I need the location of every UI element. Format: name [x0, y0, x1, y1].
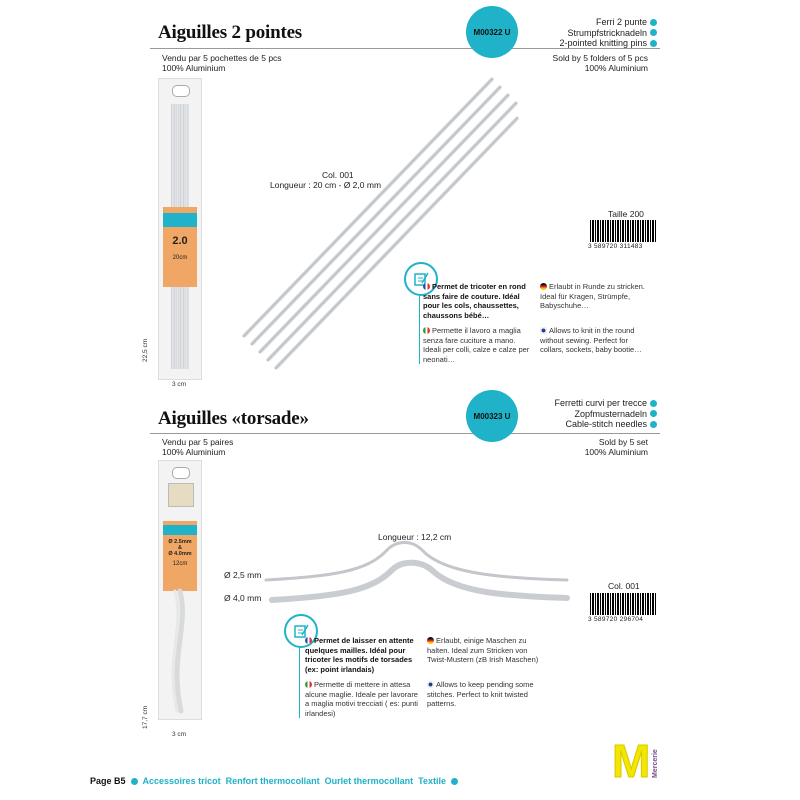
flag-uk-icon — [540, 327, 547, 334]
package-height-dim: 17,7 cm — [142, 705, 149, 729]
lang-name-en: Cable-stitch needles — [554, 419, 657, 430]
package-height-dim: 22,5 cm — [142, 338, 149, 362]
lang-name-it: Ferretti curvi per trecce — [554, 398, 657, 409]
section2-title: Aiguilles «torsade» — [158, 408, 309, 429]
brand-logo-letter: M — [612, 735, 651, 787]
section2-desc-fr: Permet de laisser en attente quelques mailles. Idéal pour tricoter les motifs de torsades (ex: point irlandais) — [305, 636, 414, 674]
hang-hole — [172, 467, 190, 479]
hang-hole — [172, 85, 190, 97]
section2-diameter-1: Ø 2,5 mm — [224, 570, 262, 580]
section1-length: Longueur : 20 cm - Ø 2,0 mm — [270, 180, 382, 190]
section1-desc-de: Erlaubt in Runde zu stricken. Ideal für Kragen, Strümpfe, Babyschuhe… — [540, 282, 645, 310]
section2-rule — [150, 433, 660, 434]
footer-link-accessoires[interactable]: Accessoires tricot — [142, 776, 221, 786]
package-size: 2.0 — [172, 235, 188, 247]
footer-link-textile[interactable]: Textile — [418, 776, 446, 786]
section2-lang-names — [554, 398, 657, 430]
package-width-dim: 3 cm — [172, 731, 187, 738]
footer-dot — [451, 778, 458, 785]
package-length: 12cm — [172, 561, 188, 567]
section2-desc-de: Erlaubt, einige Maschen zu halten. Ideal zum Stricken von Twist-Mustern (zB Irish Maschen) — [427, 636, 539, 664]
cable-needles-image — [262, 540, 582, 620]
footer-link-renfort[interactable]: Renfort thermocollant — [225, 776, 320, 786]
needle — [266, 101, 519, 363]
sold-text-en: Sold by 5 folders of 5 pcs — [552, 53, 648, 63]
section2-diameter-2: Ø 4,0 mm — [224, 593, 262, 603]
section1-title: Aiguilles 2 pointes — [158, 22, 302, 43]
section2-length: Longueur : 12,2 cm — [378, 532, 452, 542]
section2-sold-fr — [162, 437, 233, 457]
flag-it-icon — [305, 681, 312, 688]
section2-code-badge: M00323 U — [466, 390, 518, 442]
lang-name-de: Zopfmusternadeln — [554, 409, 657, 420]
section2-desc-line — [299, 646, 300, 718]
flag-uk-icon — [427, 681, 434, 688]
section1-code-badge: M00322 U — [466, 6, 518, 58]
sold-text-fr: Vendu par 5 pochettes de 5 pcs — [162, 53, 282, 63]
section2-desc-it: Permette di mettere in attesa alcune maglie. Ideale per lavorare a maglia motivi trecciati ( es: punti irlandesi) — [305, 680, 418, 718]
section2-barcode — [590, 593, 656, 615]
section1-lang-names — [559, 17, 657, 49]
section1-barcode — [590, 220, 656, 242]
section1-desc-it: Permette il lavoro a maglia senza fare cuciture a mano. Ideali per colli, calze e calze per neonati… — [423, 326, 530, 364]
package-logo — [168, 483, 194, 507]
material-text-en: 100% Aluminium — [584, 63, 648, 73]
material-text-fr: 100% Aluminium — [162, 447, 226, 457]
package-width-dim: 3 cm — [172, 381, 187, 388]
section1-sold-fr — [162, 53, 282, 73]
package-size-2: Ø 4.0mm — [168, 551, 192, 557]
flag-fr-icon — [305, 637, 312, 644]
lang-name-de: Strumpfstricknadeln — [559, 28, 657, 39]
package-label — [163, 207, 197, 287]
flag-de-icon — [427, 637, 434, 644]
lang-name-en: 2-pointed knitting pins — [559, 38, 657, 49]
section1-desc-fr: Permet de tricoter en rond sans faire de couture. Idéal pour les cols, chaussettes, chaussons bébé… — [423, 282, 526, 320]
material-text-en: 100% Aluminium — [584, 447, 648, 457]
sold-text-en: Sold by 5 set — [598, 437, 648, 447]
section1-barcode-number: 3 589720 311483 — [588, 243, 643, 250]
product-package-2 — [158, 460, 202, 720]
section1-desc-en: Allows to knit in the round without sewing. Perfect for collars, sockets, baby bootie… — [540, 326, 642, 354]
flag-it-icon — [423, 327, 430, 334]
sold-text-fr: Vendu par 5 paires — [162, 437, 234, 447]
footer-dot — [131, 778, 138, 785]
section1-desc-line — [419, 294, 420, 364]
section2-col: Col. 001 — [608, 581, 640, 591]
page-footer — [90, 776, 458, 786]
package-cable-needles — [159, 587, 201, 717]
brand-logo — [612, 735, 662, 787]
package-amp: & — [178, 545, 182, 551]
section2-sold-en — [523, 437, 648, 457]
section1-sold-en — [523, 53, 648, 73]
flag-de-icon — [540, 283, 547, 290]
section2-barcode-number: 3 589720 296704 — [588, 616, 644, 623]
package-label — [163, 521, 197, 591]
package-size-1: Ø 2.5mm — [168, 539, 192, 545]
material-text-fr: 100% Aluminium — [162, 63, 226, 73]
brand-logo-name: Mercerie — [652, 749, 659, 778]
footer-link-ourlet[interactable]: Ourlet thermocollant — [324, 776, 414, 786]
flag-fr-icon — [423, 283, 430, 290]
section1-taille: Taille 200 — [608, 209, 644, 219]
product-package-1 — [158, 78, 202, 380]
page-number: Page B5 — [90, 776, 126, 786]
package-length: 20cm — [172, 255, 188, 261]
lang-name-it: Ferri 2 punte — [559, 17, 657, 28]
section2-desc-en: Allows to keep pending some stitches. Perfect to knit twisted patterns. — [427, 680, 534, 708]
section1-col: Col. 001 — [322, 170, 354, 180]
